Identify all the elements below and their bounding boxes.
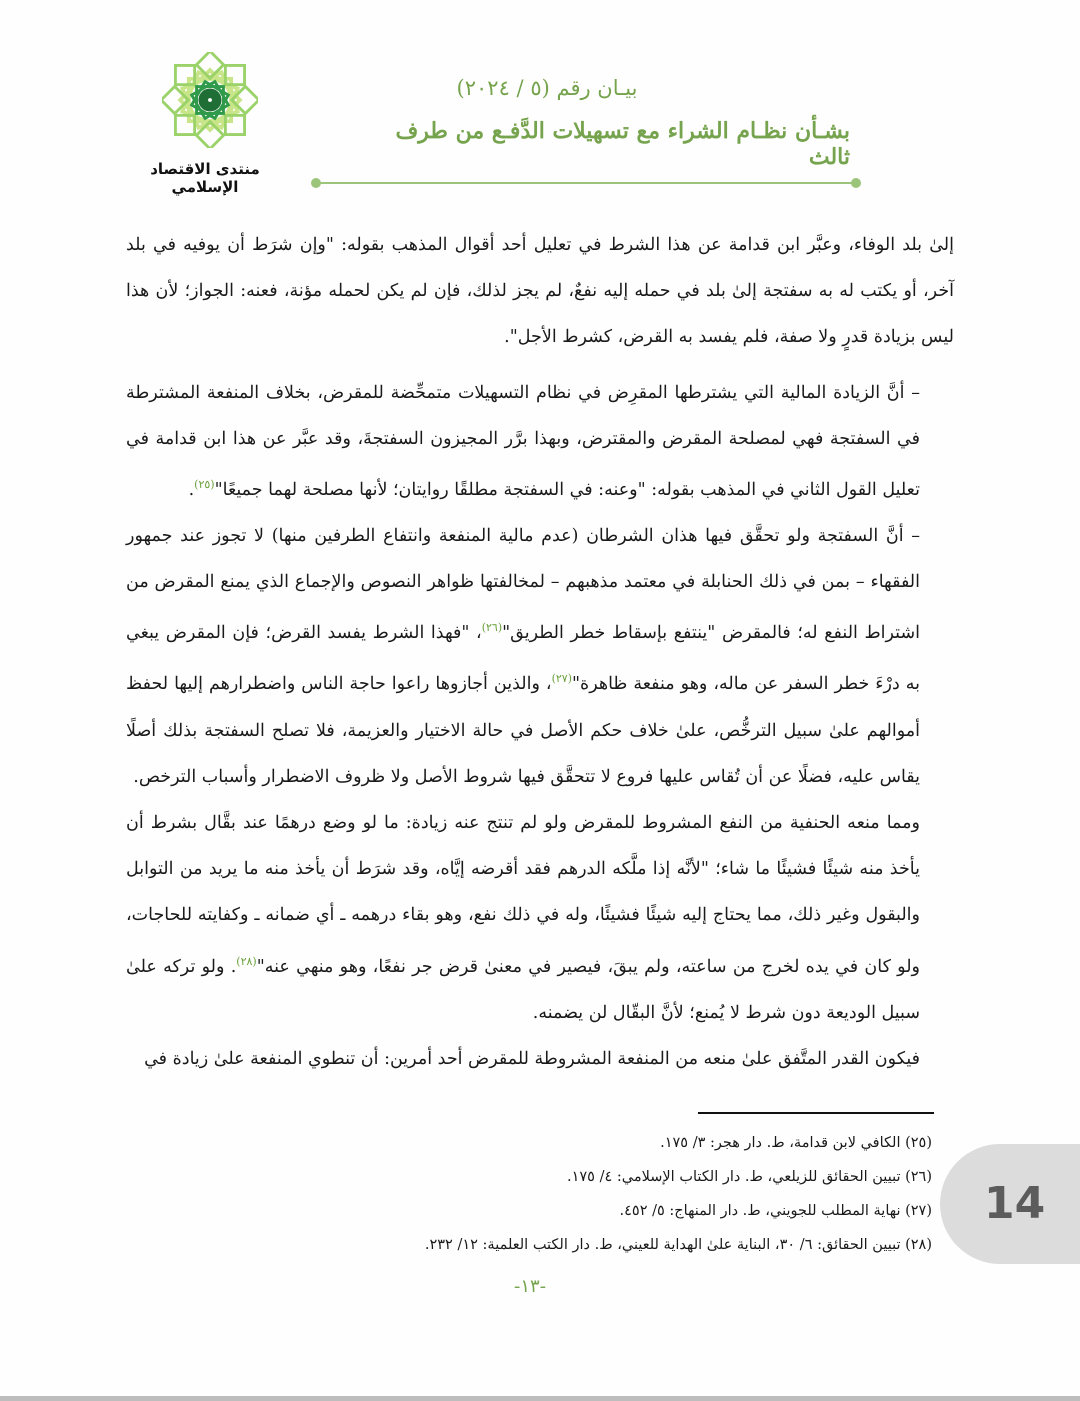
forum-logo-icon: [162, 52, 258, 148]
paragraph-5: [126, 1036, 954, 1082]
divider-dot-left: [311, 178, 321, 188]
paragraph-text: إلىٰ بلد الوفاء، وعبَّر ابن قدامة عن هذا الشرط في تعليل أحد أقوال المذهب بقوله: "وإن شرَط أن يوفيه في بلد آخر، أو يكتب له به سفتجة إلىٰ بلد في حمله إليه نفعٌ، لم يجز لذلك، فإن لم يكن لحمله مؤنة، فعنه: الجواز؛ لأن هذا ليس بزيادة قدرٍ ولا صفة، فلم يفسد به القرض، كشرط الأجل".: [126, 235, 954, 348]
footnote-25: (٢٥) الكافي لابن قدامة، ط. دار هجر: ٣/ ١٧٥.: [660, 1135, 932, 1151]
paragraph-text: .: [188, 479, 195, 500]
footnote-separator: [698, 1112, 934, 1114]
paragraph-3: [126, 513, 954, 800]
viewer-page-number: 14: [984, 1178, 1046, 1229]
paragraph-4: [126, 800, 954, 1036]
paragraph-1: [126, 222, 954, 361]
paragraph-text: . ولو تركه علىٰ سبيل الوديعة دون شرط لا يُمنع؛ لأنَّ البقّال لن يضمنه.: [126, 956, 920, 1023]
footnote-ref-28[interactable]: (٢٨): [236, 954, 257, 968]
footnote-ref-27[interactable]: (٢٧): [551, 672, 572, 686]
viewer-bottom-bar: [0, 1396, 1080, 1401]
paragraph-text: ، "فهذا الشرط يفسد القرض؛ فإن المقرض يبغي به درْءَ خطر السفر عن ماله، وهو منفعة ظاهرة": [126, 623, 920, 695]
paragraph-2: [126, 370, 954, 513]
printed-page-number: -١٣-: [513, 1276, 547, 1297]
statement-number: بيـان رقم (٥ / ٢٠٢٤): [456, 76, 638, 100]
paragraph-text: – أنَّ الزيادة المالية التي يشترطها المقرِض في نظام التسهيلات متمحِّضة للمقرض، بخلاف المنفعة المشترطة في السفتجة فهي لمصلحة المقرض والمقترض، وبهذا برَّر المجيزون السفتجةَ، وقد عبَّر عن هذا ابن قدامة في تعليل القول الثاني في المذهب بقوله: "وعنه: في السفتجة مطلقًا روايتان؛ لأنها مصلحة لهما جميعًا": [126, 382, 920, 500]
footnote-28: (٢٨) تبيين الحقائق: ٦/ ٣٠، البناية علىٰ الهداية للعيني، ط. دار الكتب العلمية: ١٢/ ٢٣٢.: [424, 1237, 932, 1253]
footnote-26: (٢٦) تبيين الحقائق للزيلعي، ط. دار الكتاب الإسلامي: ٤/ ١٧٥.: [566, 1169, 932, 1185]
footnotes: [360, 1126, 932, 1262]
paragraph-text: – أنَّ السفتجة ولو تحقَّق فيها هذان الشرطان (عدم مالية المنفعة وانتفاع الطرفين منها) لا تجوز عند جمهور الفقهاء – بمن في ذلك الحنابلة في معتمد مذهبهم – لمخالفتها ظواهر النصوص والإجماع الذي يمنع المقرض من اشتراط النفع له؛ فالمقرض "ينتفع بإسقاط خطر الطريق": [126, 526, 920, 644]
footnote-ref-25[interactable]: (٢٥): [194, 478, 215, 492]
org-name: منتدى الاقتصاد الإسلامي: [150, 160, 260, 196]
divider-dot-right: [851, 178, 861, 188]
footnote-27: (٢٧) نهاية المطلب للجويني، ط. دار المنهاج: ٥/ ٤٥٢.: [619, 1203, 932, 1219]
paragraph-text: ومما منعه الحنفية من النفع المشروط للمقرض ولو لم تنتج عنه زيادة: ما لو وضع درهمًا عند بقَّال بشرط أن يأخذ منه شيئًا فشيئًا ما شاء؛ "لأنَّه إذا ملَّكه الدرهم فقد أقرضه إيَّاه، وقد شرَط أن يأخذ منه ما يريد من التوابل والبقول وغير ذلك، مما يحتاج إليه شيئًا فشيئًا، وله في ذلك نفع، وهو بقاء درهمه ـ أي ضمانه ـ وكفايته للحاجات، ولو كان في يده لخرج من ساعته، ولم يبقَ، فيصير في معنىٰ قرض جر نفعًا، وهو منهي عنه": [126, 812, 920, 977]
footnote-ref-26[interactable]: (٢٦): [481, 621, 503, 635]
header-divider: [316, 182, 856, 184]
body-text: [126, 222, 954, 1082]
paragraph-text: ، والذين أجازوها راعوا حاجة الناس واضطرارهم إليها لحفظ أموالهم علىٰ سبيل الترخُّص، علىٰ خلاف حكم الأصل في حالة الاختيار والعزيمة، فلا تصلح السفتجة بذلك أصلًا يقاس عليه، فضلًا عن أن تُقاس عليها فروع لا تتحقَّق فيها شروط الأصل ولا ظروف الاضطرار وأسباب الترخص.: [126, 674, 920, 787]
paragraph-text: فيكون القدر المتَّفق علىٰ منعه من المنفعة المشروطة للمقرض أحد أمرين: أن تنطوي المنفعة علىٰ زيادة في: [144, 1048, 920, 1069]
statement-subject: بشـأن نظـام الشراء مع تسهيلات الدَّفـع من طرف ثالث: [395, 118, 850, 170]
